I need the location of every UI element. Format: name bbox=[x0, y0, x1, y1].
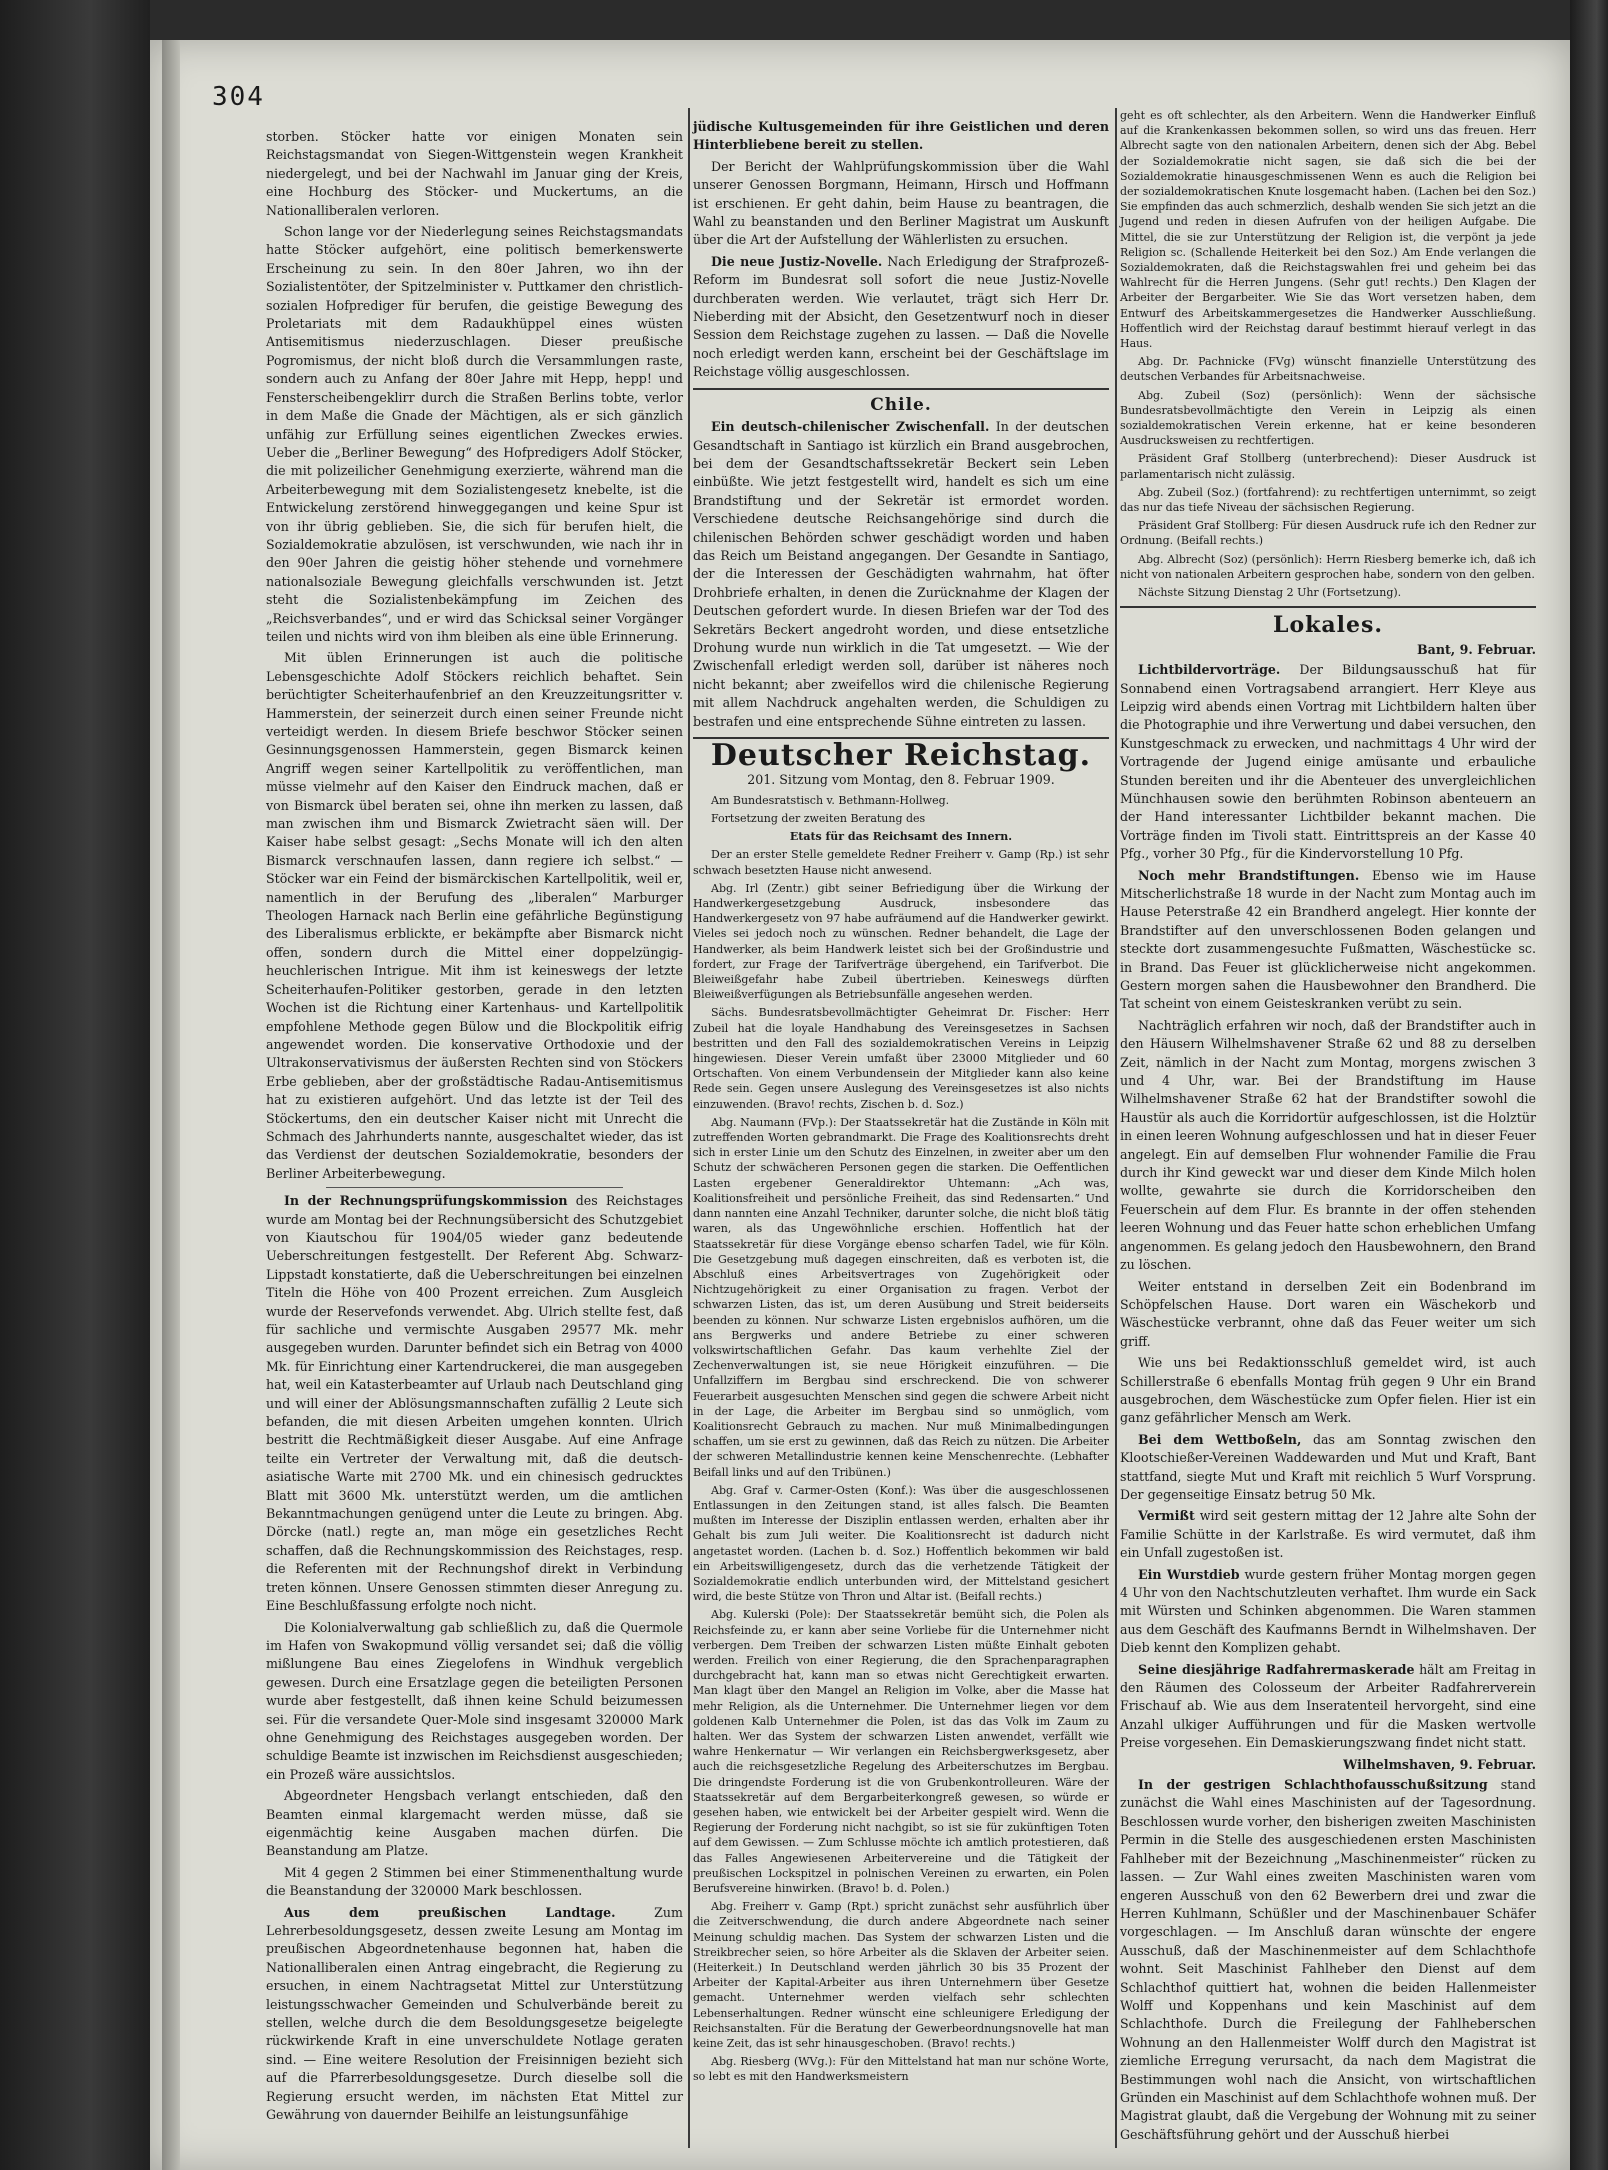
column-2 bbox=[693, 118, 1109, 2088]
debate-paragraph: geht es oft schlechter, als den Arbeitern. Wenn die Handwerker Einfluß auf die Krankenkassen bekommen sollen, so wird uns das freuen. Herr Albrecht sagte von den nationalen Arbeitern, denen sich der Abg. Bebel der Sozialdemokratie nicht sagen, sie daß sich die bei der Sozialdemokratie hinausgeschmissenen Wenn es auch die Religion bei der sozialdemokratischen Knute losgemacht haben. (Lachen bei den Soz.) Sie empfinden das auch schmerzlich, deshalb wenden Sie sich jetzt an die Jugend und reden in diesen Aufrufen von der heiligen Aufgabe. Die Mittel, die sie zur Unterstützung der Religion ist, die verpönt ja jede Religion sc. (Schallende Heiterkeit bei den Soz.) Am Ende verlangen die Sozialdemokraten, daß die Reichstagswahlen frei und geheim bei das Wahlrecht für die Herren Jungens. (Sehr gut! rechts.) Den Klagen der Arbeiter der Bergarbeiter. Wie Sie das Wort versetzen haben, dem Entwurf des Arbeitskammergesetzes die Handwerker Ausschließung. Hoffentlich wird der Reichstag darauf bestimmt hierauf verlegt in das Haus. bbox=[1120, 109, 1536, 351]
debate-paragraph: Abg. Dr. Pachnicke (FVg) wünscht finanzielle Unterstützung des deutschen Verbandes für Arbeitsnachweise. bbox=[1120, 355, 1536, 384]
debate-paragraph: Abg. Freiherr v. Gamp (Rpt.) spricht zunächst sehr ausführlich über die Zeitverschwendung, die durch andere Abgeordnete nach seiner Meinung schuldig machen. Das System der schwarzen Listen und die Streikbrecher seien, so höre Arbeiter als die Sklaven der Arbeiter seien. (Heiterkeit.) In Deutschland werden jährlich 30 bis 35 Prozent der Arbeiter der Kapital-Arbeiter aus ihren Unternehmern über Gesetze gemacht. Unternehmer werden vielfach sehr schlechten Lebenserhaltungen. Redner wünscht eine schleunigere Erledigung der Reichsanstalten. Für die Beratung der Gewerbeordnungsnovelle hat man keine Zeit, das ist sehr hinausgeschoben. (Bravo! rechts.) bbox=[693, 1900, 1109, 2051]
debate-paragraph: Abg. Albrecht (Soz) (persönlich): Herrn Riesberg bemerke ich, daß ich nicht von nationalen Arbeitern gesprochen habe, sondern von den gelben. bbox=[1120, 552, 1536, 581]
section-title-chile: Chile. bbox=[870, 394, 932, 415]
separator bbox=[1120, 606, 1536, 608]
article-heading: Die neue Justiz-Novelle. bbox=[711, 253, 883, 269]
debate-paragraph: Nächste Sitzung Dienstag 2 Uhr (Fortsetzung). bbox=[1138, 586, 1402, 600]
debate-paragraph: Abg. Zubeil (Soz) (persönlich): Wenn der sächsische Bundesratsbevollmächtigte den Verein in Leipzig als einen sozialdemokratischen Verein erkenne, hat er keine besonderen Ausdrucksweisen zu rechtfertigen. bbox=[1120, 388, 1536, 448]
dateline: Bant, 9. Februar. bbox=[1417, 641, 1536, 657]
article-paragraph: Nachträglich erfahren wir noch, daß der Brandstifter auch in den Häusern Wilhelmshavener Straße 62 und 88 zu derselben Zeit, nämlich in der Nacht zum Montag, morgens zwischen 3 und 4 Uhr, war. Bei der Brandstiftung im Hause Wilhelmshavener Straße 62 hat der Brandstifter sowohl die Haustür als auch die Korridortür aufgeschlossen, ist die Holztür in einen leeren Wohnung aufgeschlossen und hat in dieser Feuer angelegt. Ein auf demselben Flur wohnender Familie die Frau durch ihr Kind geweckt war und dieser dem Kinde Milch holen wollte, gewahrte sie durch die Korridorscheiben den Feuerschein auf dem Flur. Es brannte in der offen stehenden leeren Wohnung und das Feuer hatte schon erheblichen Umfang angenommen. Es gelang jedoch den Hausbewohnern, den Brand zu löschen. bbox=[1120, 1017, 1536, 1273]
sitting-sub: Fortsetzung der zweiten Beratung des bbox=[711, 812, 926, 826]
article-heading: Vermißt bbox=[1138, 1508, 1195, 1524]
article-heading: Ein Wurstdieb bbox=[1138, 1566, 1240, 1582]
article-paragraph: Mit 4 gegen 2 Stimmen bei einer Stimmenenthaltung wurde die Beanstandung der 320000 Mark beschlossen. bbox=[266, 1864, 683, 1899]
article-paragraph: Der Bericht der Wahlprüfungskommission über die Wahl unserer Genossen Borgmann, Heimann, Hirsch und Hoffmann ist erschienen. Er geht dahin, beim Hause zu beantragen, die Wahl zu beanstanden und den Berliner Magistrat um Auskunft über die Art der Aufstellung der Wählerlisten zu ersuchen. bbox=[693, 158, 1109, 248]
article-paragraph: Schon lange vor der Niederlegung seines Reichstagsmandats hatte Stöcker aufgehört, eine politisch bemerkenswerte Erscheinung zu sein. In den 80er Jahren, wo ihn der Sozialistentöter, der Spitzelminister v. Puttkamer den christlich-sozialen Hofprediger für berufen, die geistige Bewegung des Proletariats mit dem Radaukhüppel eines wüsten Antisemitismus niederzuschlagen. Dieser preußische Pogromismus, der nicht bloß durch die Versammlungen raste, sondern auch zu Anfang der 80er Jahre mit Hepp, hepp! und Fensterscheibengeklirr durch die Straßen Berlins tobte, verlor in dem Maße die Gnade der Mächtigen, als er sich gänzlich unfähig zur Erfüllung seines eigentlichen Zweckes erwies. Ueber die „Berliner Bewegung“ des Hofpredigers Adolf Stöcker, die mit polizeilicher Genehmigung exerzierte, während man die Arbeiterbewegung mit dem Sozialistengesetz knebelte, ist die Entwickelung zerstörend hinweggegangen und keine Spur ist von ihr übrig geblieben. Sie, die sich für berufen hielt, die Sozialdemokratie abzulösen, ist verschwunden, wie nach ihr in den 90er Jahren die geistig höher stehende und vornehmere nationalsoziale Bewegung gleichfalls verschwunden ist. Jetzt steht die Sozialistenbekämpfung im Zeichen des „Reichsverbandes“, und er wird das Schicksal seiner Vorgänger teilen und nichts wird von ihm bleiben als eine üble Erinnerung. bbox=[266, 224, 683, 644]
article-text: Ebenso wie im Hause Mitscherlichstraße 18 wurde in der Nacht zum Montag auch im Hause Peterstraße 42 ein Brandherd angelegt. Hier konnte der Brandstifter auf den unverschlossenen Boden gelangen und steckte dort zusammengesuchte Fußmatten, Wäschestücke sc. in Brand. Das Feuer ist glücklicherweise nicht angekommen. Gestern morgen sahen die Hausbewohner den Brandherd. Die Tat scheint von einem Geisteskranken verübt zu sein. bbox=[1120, 867, 1536, 1012]
debate-paragraph: Abg. Graf v. Carmer-Osten (Konf.): Was über die ausgeschlossenen Entlassungen in den Zeitungen stand, ist alles falsch. Die Beamten mußten im Interesse der Disziplin entlassen werden, erhalten aber ihr Gehalt bis zum Juli weiter. Die Koalitionsrecht ist dadurch nicht angetastet worden. (Lachen b. d. Soz.) Hoffentlich bekommen wir bald ein Arbeitswilligengesetz, durch das die verhetzende Tätigkeit der Sozialdemokratie endlich unterbunden wird, der Mittelstand gesichert wird, die beste Stütze von Thron und Altar ist. (Beifall rechts.) bbox=[693, 1483, 1109, 1604]
debate-paragraph: Abg. Irl (Zentr.) gibt seiner Befriedigung über die Wirkung der Handwerkergesetzgebung Ausdruck, insbesondere das Handwerkergesetz von 97 habe aufräumend auf die Handwerker gewirkt. Vieles sei jedoch noch zu wünschen. Redner behandelt, die Lage der Handwerker, als beim Handwerk leistet sich bei der Großindustrie und fordert, zur Frage der Tarifverträge übergehend, ein Tarifverbot. Die Bleiweißgefahr habe Zubeil übertrieben. Keineswegs dürften Bleiweißverfügungen als Betriebsunfälle angesehen werden. bbox=[693, 881, 1109, 1002]
article-text: hält am Freitag in den Räumen des Colosseum der Arbeiter Radfahrerverein Frischauf ab. Wie aus dem Inseratenteil hervorgeht, sind eine Anzahl ulkiger Aufführungen und für die Masken wertvolle Preise vorgesehen. Ein Demaskierungszwang findet nicht statt. bbox=[1120, 1661, 1536, 1751]
debate-paragraph: Abg. Kulerski (Pole): Der Staatssekretär bemüht sich, die Polen als Reichsfeinde zu, er kann aber seine Vorliebe für die Unternehmer nicht verbergen. Dem Treiben der schwarzen Listen müßte Einhalt geboten werden. Freilich von einer Regierung, die den Sprachenparagraphen durchgebracht hat, kann man so etwas nicht Gerechtigkeit erwarten. Man klagt über den Mangel an Religion im Volke, aber die Masse hat mehr Religion, als die Unternehmer. Die Unternehmer liegen vor dem goldenen Kalb Unternehmer die Polen, ist das das Volk im Zaum zu halten. Wer das System der schwarzen Listen anwendet, verfällt wie wahre Henkernatur — Wir verlangen ein Reichsbergwerksgesetz, aber auch die reichsgesetzliche Regelung des Arbeiterschutzes im Bergbau. Die dringendste Forderung ist die von Grubenkontrolleuren. Wäre der Staatssekretär auf dem Bergarbeiterkongreß gewesen, so würde er gesehen haben, wie entwickelt bei der Arbeiter gespielt wird. Wenn die Regierung der Forderung nicht nachgibt, so ist sie für zukünftigen Toten auf dem Gewissen. — Zum Schlusse möchte ich amtlich protestieren, daß das Falles Angewiesenen Arbeitervereine und die Tätigkeit der preußischen Lockspitzel in polnischen Vereinen zu erwarten, ein Polen Berufsvereine hinwirken. (Bravo! b. d. Polen.) bbox=[693, 1608, 1109, 1896]
article-text: wurde gestern früher Montag morgen gegen 4 Uhr von den Nachtschutzleuten verhaftet. Ihm wurde ein Sack mit Würsten und Schinken abgenommen. Die Waren stammen aus dem Geschäft des Kaufmanns Berndt in Wilhelmshaven. Der Dieb kennt den Komplizen gehabt. bbox=[1120, 1566, 1536, 1656]
article-heading: In der Rechnungsprüfungskommission bbox=[284, 1193, 568, 1209]
article-heading: Lichtbildervorträge. bbox=[1138, 662, 1281, 678]
debate-paragraph: Abg. Zubeil (Soz.) (fortfahrend): zu rechtfertigen unternimmt, so zeigt das nur das tiefe Niveau der sächsischen Regierung. bbox=[1120, 485, 1536, 515]
article-heading: Aus dem preußischen Landtage. bbox=[284, 1904, 616, 1920]
debate-paragraph: Sächs. Bundesratsbevollmächtigter Geheimrat Dr. Fischer: Herr Zubeil hat die loyale Handhabung des Vereinsgesetzes in Sachsen bestritten und den Fall des sozialdemokratischen Vereins in Leipzig hingewiesen. Dieser Verein umfaßt über 23000 Mitglieder und 60 Ortschaften. Von einem Verbundensein der Mitglieder kann also keine Rede sein. Gegen unsere Auslegung des Vereinsgesetzes ist also nichts einzuwenden. (Bravo! rechts, Zischen b. d. Soz.) bbox=[693, 1006, 1109, 1111]
debate-paragraph: Abg. Naumann (FVp.): Der Staatssekretär hat die Zustände in Köln mit zutreffenden Worten gebrandmarkt. Die Frage des Koalitionsrechts dreht sich in erster Linie um den Schutz des Einzelnen, in zweiter aber um den Schutz der schwächeren Personen gegen die starken. Die Oeffentlichen Lasten ergebener Generaldirektor Uhtemann: „Ach was, Koalitionsfreiheit und persönliche Freiheit, das sind Redensarten.“ Und dann nannten eine Anzahl Techniker, darunter solche, die nicht bloß tätig waren, als das Ungewöhnliche erschien. Hoffentlich hat der Staatssekretär für diese Vorgänge ebenso scharfen Tadel, wie für Köln. Die Gesetzgebung muß dagegen einschreiten, daß es verboten ist, die Abschluß eines Arbeitsvertrages von Zugehörigkeit oder Nichtzugehörigkeit zu einer Organisation zu fragen. Verbot der schwarzen Listen, das ist, um deren Ausübung und Streit beiderseits beenden zu können. Nur schwarze Listen ergebnislos aufhören, um die ans Bergwerks und andere Betriebe zu einer schweren volkswirtschaftlichen Gefahr. Das kaum verhehlte Ziel der Zechenverwaltungen ist, sie neue Hörigkeit einzuführen. — Die Unfallziffern im Bergbau sind erschreckend. Die von schwerer Feuerarbeit ausgesuchten Menschen sind gegen die schwere Arbeit nicht in der Lage, die Arbeiter im Bergbau sind so unmöglich, vom Koalitionsrecht Gebrauch zu machen. Nur muß Minimalbedingungen schaffen, um sie erst zu gewinnen, daß das Reich zu nützen. Die Arbeiter der schweren Metallindustrie kennen keine Menschenrechte. (Lebhafter Beifall links und auf den Tribünen.) bbox=[693, 1115, 1109, 1479]
separator bbox=[693, 388, 1109, 390]
article-paragraph: Die Kolonialverwaltung gab schließlich zu, daß die Quermole im Hafen von Swakopmund völlig versandet sei; daß die völlig mißlungene Bau eines Ziegelofens in Windhuk vergeblich gewesen. Durch eine Ersatzlage gegen die beteiligten Personen wurde aber festgestellt, daß ihnen keine Schuld beizumessen sei. Für die versandete Quer-Mole sind insgesamt 320000 Mark ohne Genehmigung des Reichstages ausgegeben worden. Der schuldige Beamte ist inzwischen im Reichsdienst ausgeschieden; ein Prozeß wäre aussichtslos. bbox=[266, 1619, 683, 1782]
article-heading: In der gestrigen Schlachthofausschußsitzung bbox=[1138, 1777, 1488, 1793]
article-paragraph: Mit üblen Erinnerungen ist auch die politische Lebensgeschichte Adolf Stöckers reichlich behaftet. Sein berüchtigter Scheiterhaufenbrief an den Kreuzzeitungsritter v. Hammerstein, der seinerzeit durch einen seiner Freunde nicht verteidigt werden. In diesem Briefe beschwor Stöcker seinen Gesinnungsgenossen Hammerstein, gegen Bismarck keinen Angriff wegen seiner Kartellpolitik zu veröffentlichen, man müsse vielmehr auf den Kaiser den Eindruck machen, daß er von Bismarck übel beraten sei, ohne ihn merken zu lassen, daß man zwischen ihm und Bismarck Zwietracht säen will. Der Kaiser habe selbst gesagt: „Sechs Monate will ich den alten Bismarck verschnaufen lassen, dann regiere ich selbst.“ — Stöcker war ein Feind der bismärckischen Kartellpolitik, weil er, namentlich in der Berufung des „liberalen“ Marburger Theologen Harnack nach Berlin eine gefährliche Begünstigung des Liberalismus erblickte, er bekämpfte aber Bismarck nicht offen, sondern durch die Mittel einer doppelzüngig-heuchlerischen Intrigue. Mit ihm ist keineswegs der letzte Scheiterhaufen-Politiker gestorben, gerade in den letzten Wochen ist die Richtung einer Kartenhaus- und Kartellpolitik empfohlene Methode gegen Bülow und die Blockpolitik eifrig angewendet worden. Die konservative Orthodoxie und der Ultrakonservativismus der äußersten Rechten sind von Stöckers Erbe geblieben, aber der großstädtische Radau-Antisemitismus hat zu existieren aufgehört. Und das letzte ist der Teil des Stöckertums, den ein deutscher Kaiser nicht mit Unrecht die Schmach des Jahrhunderts nannte, ausgeschaltet wieder, das ist das Verdienst der deutschen Sozialdemokratie, besonders der Berliner Arbeiterbewegung. bbox=[266, 650, 683, 1181]
scan-left-border bbox=[0, 0, 150, 2170]
article-text: wird seit gestern mittag der 12 Jahre alte Sohn der Familie Schütte in der Karlstraße. Es wird vermutet, daß ihm ein Unfall zugestoßen ist. bbox=[1120, 1508, 1536, 1561]
debate-paragraph: Der an erster Stelle gemeldete Redner Freiherr v. Gamp (Rp.) ist sehr schwach besetzten Hause nicht anwesend. bbox=[693, 848, 1109, 877]
sitting-sub: Etats für das Reichsamt des Innern. bbox=[789, 830, 1013, 844]
article-paragraph: jüdische Kultusgemeinden für ihre Geistlichen und deren Hinterbliebene bereit zu stellen. bbox=[693, 119, 1109, 153]
column-3 bbox=[1120, 108, 1536, 2147]
column-rule-1 bbox=[688, 108, 690, 2148]
article-text: das am Sonntag zwischen den Klootschießer-Vereinen Waddewarden und Mut und Kraft, Bant stattfand, siegte Mut und Kraft mit reichlich 5 Wurf Vorsprung. Der gegenseitige Einsatz betrug 50 Mk. bbox=[1120, 1431, 1536, 1502]
article-paragraph: Abgeordneter Hengsbach verlangt entschieden, daß den Beamten einmal klargemacht werden müsse, daß sie eigenmächtig keine Ausgaben machen dürfen. Die Beanstandung am Platze. bbox=[266, 1788, 683, 1859]
article-heading: Bei dem Wettboßeln, bbox=[1138, 1431, 1302, 1447]
dateline: Wilhelmshaven, 9. Februar. bbox=[1343, 1756, 1536, 1772]
debate-paragraph: Präsident Graf Stollberg (unterbrechend): Dieser Ausdruck ist parlamentarisch nicht zulässig. bbox=[1120, 452, 1536, 481]
article-paragraph: storben. Stöcker hatte vor einigen Monaten sein Reichstagsmandat von Siegen-Wittgenstein wegen Krankheit niedergelegt, und bei der Nachwahl im Januar ging der Kreis, eine Hochburg des Stöcker- und Muckertums, an die Nationalliberalen verloren. bbox=[266, 129, 683, 218]
scan-right-border bbox=[1570, 0, 1608, 2170]
article-heading: Ein deutsch-chilenischer Zwischenfall. bbox=[711, 419, 990, 435]
column-1 bbox=[266, 128, 683, 2127]
page-binding-edge bbox=[162, 40, 180, 2170]
column-rule-2 bbox=[1115, 108, 1117, 2148]
separator bbox=[326, 1187, 623, 1188]
article-text: Der Bildungsausschuß hat für Sonnabend einen Vortragsabend arrangiert. Herr Kleye aus Leipzig wird abends einen Vortrag mit Lichtbildern halten über die Photographie und ihre Verwertung und dabei versuchen, den Kunstgeschmack zu erwecken, und nachmittags 4 Uhr wird der Vortragende der Jugend einige amüsante und erbauliche Stunden bereiten und ihr die Abenteuer des unvergleichlichen Münchhausen sowie den berühmten Robinson abenteuern an der Hand interessanter Lichtbilder bekannt machen. Die Vorträge finden im Tivoli statt. Eintrittspreis an der Kasse 40 Pfg., vorher 30 Pfg., für die Kindervorstellung 10 Pfg. bbox=[1120, 662, 1536, 862]
article-text: Zum Lehrerbesoldungsgesetz, dessen zweite Lesung am Montag im preußischen Abgeordnetenhause begonnen hat, haben die Nationalliberalen einen Antrag eingebracht, die Regierung zu ersuchen, in einem Nachtragsetat Mittel zur Unterstützung leistungsschwacher Gemeinden und Schulverbände bereit zu stellen, welche durch die dem Besoldungsgesetze beigelegte rückwirkende Kraft in eine unverschuldete Notlage geraten sind. — Eine weitere Resolution der Freisinnigen bezieht sich auf die Pfarrerbesoldungsgesetze. Durch dieselbe soll die Regierung ersucht werden, im nächsten Etat Mittel zur Gewährung von dauernder Beihilfe an leistungsunfähige bbox=[266, 1904, 683, 2123]
page-number: 304 bbox=[212, 82, 265, 112]
section-title-lokales: Lokales. bbox=[1272, 612, 1384, 639]
article-paragraph: Wie uns bei Redaktionsschluß gemeldet wird, ist auch Schillerstraße 6 ebenfalls Montag früh gegen 9 Uhr ein Brand ausgebrochen, dem Wäschestücke zum Opfer fielen. Hier ist ein ganz gefährlicher Mensch am Werk. bbox=[1120, 1355, 1536, 1426]
sitting-sub: Am Bundesratstisch v. Bethmann-Hollweg. bbox=[711, 793, 950, 807]
article-text: Nach Erledigung der Strafprozeß-Reform im Bundesrat soll sofort die neue Justiz-Novelle durchberaten werden. Wie verlautet, trägt sich Herr Dr. Nieberding mit der Absicht, den Gesetzentwurf noch in dieser Session dem Reichstage zugehen zu lassen. — Daß die Novelle noch erledigt werden kann, erscheint bei der Geschäftslage im Reichstage völlig ausgeschlossen. bbox=[693, 253, 1109, 380]
article-paragraph: Weiter entstand in derselben Zeit ein Bodenbrand im Schöpfelschen Hause. Dort waren ein Wäschekorb und Wäschestücke verbrannt, ohne daß das Feuer weiter um sich griff. bbox=[1120, 1278, 1536, 1349]
sitting-header: 201. Sitzung vom Montag, den 8. Februar 1909. bbox=[747, 772, 1055, 788]
debate-paragraph: Abg. Riesberg (WVg.): Für den Mittelstand hat man nur schöne Worte, so lebt es mit den Handwerksmeistern bbox=[693, 2055, 1109, 2084]
article-text: stand zunächst die Wahl eines Maschinisten auf der Tagesordnung. Beschlossen wurde vorher, den bisherigen zweiten Maschinisten Permin in die Stelle des ausgeschiedenen ersten Maschinisten Fahlheber mit der Bezeichnung „Maschinenmeister“ rücken zu lassen. — Zur Wahl eines zweiten Maschinisten waren vom engeren Ausschuß von den 62 Bewerbern drei und zwar die Herren Kuhlmann, Schüßler und der Maschinenbauer Schäfer vorgeschlagen. — Im Anschluß daran wünschte der engere Ausschuß, daß der Maschinenmeister auf dem Schlachthofe wohnt. Seit Maschinist Fahlheber den Dienst auf dem Schlachthof quittiert hat, wohnen die beiden Hallenmeister Wolff und Koppenhans und kein Maschinist auf dem Schlachthofe. Durch die Freilegung der Fahlheberschen Wohnung an den Hallenmeister Wolff durch den Magistrat ist ziemliche Erregung verursacht, da nach dem Magistrat die Bestimmungen wohl nach die Ansicht, von wirtschaftlichen Gründen ein Maschinist auf dem Schlachthofe wohnen muß. Der Magistrat glaubt, daß die Vergebung der Wohnung mit zu seiner Geschäftsführung gehört und der Ausschuß hierbei bbox=[1120, 1777, 1536, 2142]
article-heading: Noch mehr Brandstiftungen. bbox=[1138, 867, 1360, 883]
section-title-reichstag: Deutscher Reichstag. bbox=[710, 738, 1092, 773]
article-heading: Seine diesjährige Radfahrermaskerade bbox=[1138, 1661, 1415, 1677]
article-text: des Reichstages wurde am Montag bei der Rechnungsübersicht des Schutzgebiet von Kiautschou für 1904/05 wieder ganz bedeutende Ueberschreitungen festgestellt. Der Referent Abg. Schwarz-Lippstadt konstatierte, daß die Ueberschreitungen bei einzelnen Titeln die Höhe von 400 Prozent erreichen. Zum Ausgleich wurde der Reservefonds verwendet. Abg. Ulrich stellte fest, daß für sachliche und vermischte Ausgaben 29577 Mk. mehr ausgegeben wurden. Darunter befindet sich ein Betrag von 4000 Mk. für Einrichtung einer Kartendruckerei, die man ausgegeben hat, weil ein Katasterbeamter auf Urlaub nach Deutschland ging und will einer der Ablösungsmannschaften zufällig 2 Leute sich befanden, die mit diesen Arbeiten umgehen konnten. Ulrich bestritt die Rechtmäßigkeit dieser Ausgabe. Auf eine Anfrage teilte ein Vertreter der Verwaltung mit, daß die deutsch-asiatische Warte mit 2700 Mk. und ein chinesisch gedrucktes Blatt mit 3600 Mk. unterstützt werden, um die amtlichen Bekanntmachungen genügend unter die Leute zu bringen. Abg. Dörcke (natl.) regte an, man möge ein gesetzliches Recht schaffen, daß die Rechnungskommission des Reichstages, resp. die Referenten mit der Rechnungshof direkt in Verbindung treten können. Unsere Genossen stimmten dieser Anregung zu. Eine Beschlußfassung erfolgte noch nicht. bbox=[266, 1193, 683, 1614]
debate-paragraph: Präsident Graf Stollberg: Für diesen Ausdruck rufe ich den Redner zur Ordnung. (Beifall rechts.) bbox=[1120, 519, 1536, 548]
article-text: In der deutschen Gesandtschaft in Santiago ist kürzlich ein Brand ausgebrochen, bei dem der Gesandtschaftssekretär Beckert sein Leben einbüßte. Wie jetzt festgestellt wird, handelt es sich um eine Brandstiftung und der Sekretär ist ermordet worden. Verschiedene deutsche Reichsangehörige sind durch die chilenischen Behörden schwer geschädigt worden und haben das Reich um Beistand angegangen. Der Gesandte in Santiago, der die Interessen der Geschädigten wahrnahm, hat öfter Drohbriefe erhalten, in denen die Zurücknahme der Klagen der Deutschen gefordert wurde. In diesen Briefen war der Tod des Sekretärs Beckert angedroht worden, und diese entsetzliche Drohung wurde nun wirklich in die Tat umgesetzt. — Wie der Zwischenfall erledigt werden soll, darüber ist näheres noch nicht bekannt; aber zweifellos wird die chilenische Regierung mit allem Nachdruck angehalten werden, die Schuldigen zu bestrafen und eine entsprechende Sühne eintreten zu lassen. bbox=[693, 419, 1109, 729]
